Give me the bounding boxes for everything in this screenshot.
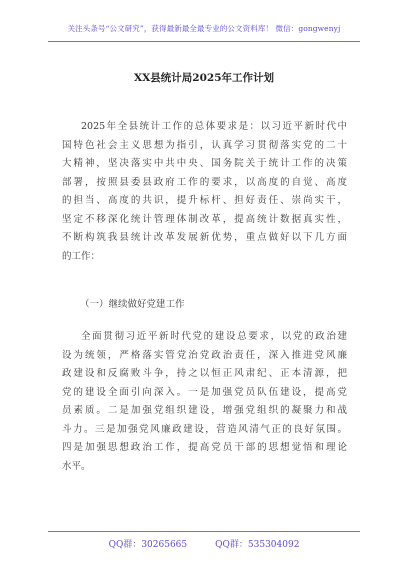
paragraph-line: 部署，按照县委县政府工作的要求，以高度的自觉、高度	[62, 176, 347, 188]
section-heading: （一）继续做好党建工作	[80, 299, 185, 310]
paragraph-line: 国特色社会主义思想为指引，认真学习贯彻落实党的二十	[62, 139, 347, 151]
footer	[0, 537, 408, 550]
paragraph-line: 的工作：	[62, 250, 101, 262]
paragraph-line: 不断构筑我县统计改革发展新优势，重点做好以下几方面	[62, 232, 347, 243]
paragraph-line: 坚定不移深化统计管理体制改革，提高统计数据真实性，	[62, 213, 347, 225]
paragraph-line: 党的建设全面引向深入。一是加强党员队伍建设，提高党	[62, 386, 347, 398]
paragraph-line: 政建设和反腐败斗争，持之以恒正风肃纪、正本清源，把	[62, 368, 347, 379]
paragraph-line: 员素质。二是加强党组织建设，增强党组织的凝聚力和战	[62, 405, 347, 416]
footer-qq-group-2: QQ群：535304092	[215, 540, 300, 550]
header-divider	[48, 41, 360, 42]
paragraph-line: 斗力。三是加强党风廉政建设，营造风清气正的良好氛围。	[62, 423, 347, 435]
paragraph-line: 2025年全县统计工作的总体要求是：以习近平新时代中	[81, 121, 347, 132]
paragraph-line: 水平。	[62, 460, 91, 472]
paragraph-line: 的担当、高度的共识，提升标杆、担好责任、崇尚实干，	[62, 195, 347, 206]
document-title: XX县统计局2025年工作计划	[133, 72, 275, 84]
header-banner: 关注头条号“公文研究”，获得最新最全最专业的公文资料库！ 微信：gongwenyj	[67, 24, 341, 33]
footer-divider	[48, 531, 360, 532]
paragraph-line: 全面贯彻习近平新时代党的建设总要求，以党的政治建	[81, 331, 347, 342]
paragraph-line: 四是加强思想政治工作，提高党员干部的思想觉悟和理论	[62, 442, 347, 453]
paragraph-line: 大精神，坚决落实中共中央、国务院关于统计工作的决策	[62, 158, 347, 169]
intro-paragraph	[62, 118, 347, 266]
section-paragraph	[62, 328, 347, 476]
footer-qq-group-1: QQ群：30265665	[108, 540, 188, 550]
paragraph-line: 设为统领，严格落实管党治党政治责任，深入推进党风廉	[62, 349, 347, 361]
